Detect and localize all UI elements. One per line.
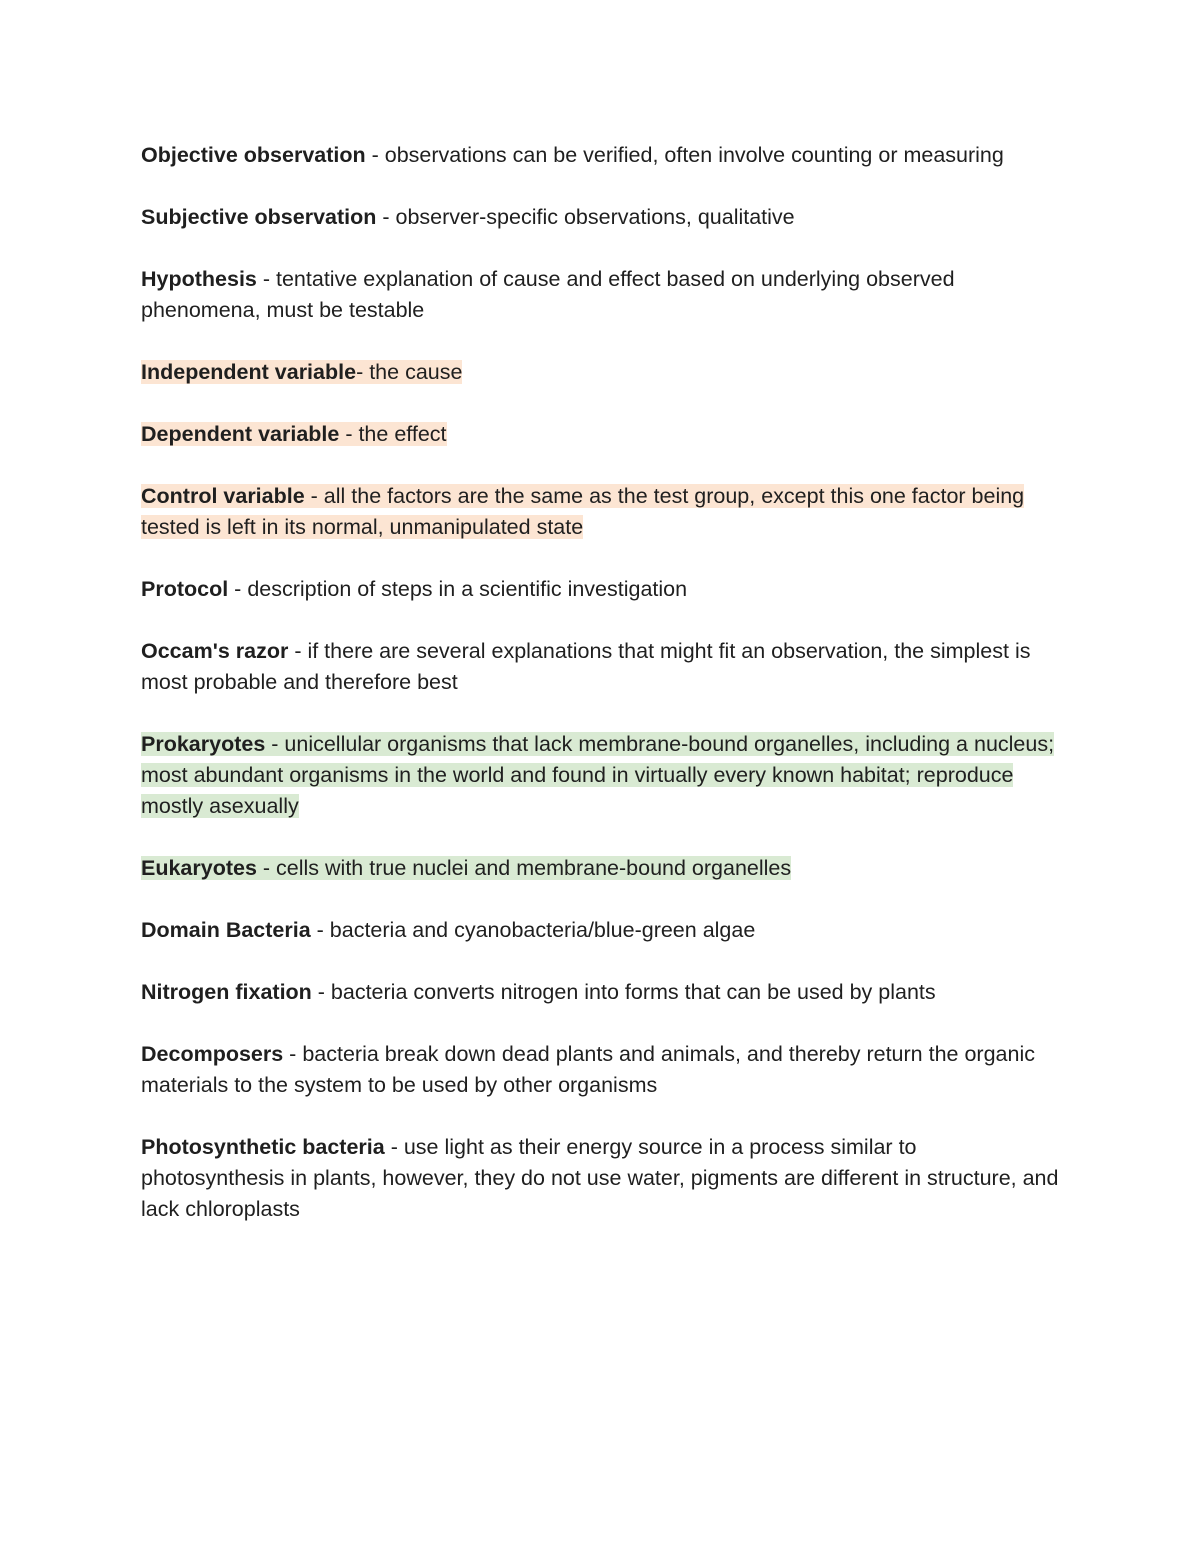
- entry-separator: -: [304, 484, 324, 508]
- entry-separator: -: [310, 918, 330, 942]
- entry-definition: tentative explanation of cause and effect based on underlying observed phenomena, must be testable: [141, 267, 955, 322]
- glossary-entry-subjective-observation: [141, 202, 1061, 233]
- entry-definition: bacteria converts nitrogen into forms that can be used by plants: [330, 980, 936, 1004]
- entry-separator: -: [376, 205, 396, 229]
- entry-term: Prokaryotes: [141, 732, 266, 756]
- entry-definition: bacteria break down dead plants and animals, and thereby return the organic materials to the system to be used by other organisms: [141, 1042, 1035, 1097]
- glossary-entry-domain-bacteria: [141, 915, 1061, 946]
- entry-separator: -: [288, 639, 308, 663]
- entry-definition: use light as their energy source in a process similar to photosynthesis in plants, however, they do not use water, pigments are different in structure, and lack chloroplasts: [141, 1135, 1059, 1221]
- entry-term: Protocol: [141, 577, 229, 601]
- entry-definition: bacteria and cyanobacteria/blue-green algae: [329, 918, 756, 942]
- glossary-entry-dependent-variable: [141, 419, 1061, 450]
- entry-term: Dependent variable: [141, 422, 340, 446]
- glossary-entry-photosynthetic-bacteria: [141, 1132, 1061, 1225]
- entry-term: Nitrogen fixation: [141, 980, 312, 1004]
- entry-definition: the cause: [369, 360, 463, 384]
- entry-term: Hypothesis: [141, 267, 257, 291]
- entry-definition: the effect: [358, 422, 447, 446]
- entry-term: Eukaryotes: [141, 856, 257, 880]
- entry-term: Subjective observation: [141, 205, 377, 229]
- glossary-entry-occams-razor: [141, 636, 1061, 698]
- entry-separator: -: [356, 360, 370, 384]
- entry-separator: -: [228, 577, 248, 601]
- entry-separator: -: [265, 732, 285, 756]
- entry-definition: observations can be verified, often involve counting or measuring: [384, 143, 1004, 167]
- entry-term: Control variable: [141, 484, 305, 508]
- entry-separator: -: [283, 1042, 303, 1066]
- glossary-entry-decomposers: [141, 1039, 1061, 1101]
- entry-definition: cells with true nuclei and membrane-bound organelles: [276, 856, 792, 880]
- glossary-entry-objective-observation: [141, 140, 1061, 171]
- entry-separator: -: [256, 856, 277, 880]
- entry-separator: -: [339, 422, 359, 446]
- entry-term: Photosynthetic bacteria: [141, 1135, 385, 1159]
- entry-separator: -: [365, 143, 385, 167]
- entry-term: Objective observation: [141, 143, 366, 167]
- glossary-entry-protocol: [141, 574, 1061, 605]
- glossary-entry-prokaryotes: [141, 729, 1061, 822]
- entry-separator: -: [311, 980, 331, 1004]
- entry-definition: observer-specific observations, qualitative: [395, 205, 795, 229]
- glossary-entry-independent-variable: [141, 357, 1061, 388]
- entry-term: Decomposers: [141, 1042, 284, 1066]
- entry-definition: description of steps in a scientific investigation: [247, 577, 688, 601]
- entry-term: Occam's razor: [141, 639, 289, 663]
- entry-definition: if there are several explanations that might fit an observation, the simplest is most probable and therefore best: [141, 639, 1031, 694]
- glossary-entry-nitrogen-fixation: [141, 977, 1061, 1008]
- entry-term: Domain Bacteria: [141, 918, 311, 942]
- entry-definition: all the factors are the same as the test group, except this one factor being tested is left in its normal, unmanipulated state: [141, 484, 1025, 539]
- glossary-entry-hypothesis: [141, 264, 1061, 326]
- glossary-list: [141, 140, 1061, 1256]
- glossary-entry-eukaryotes: [141, 853, 1061, 884]
- entry-separator: -: [384, 1135, 404, 1159]
- entry-term: Independent variable: [141, 360, 357, 384]
- entry-separator: -: [256, 267, 276, 291]
- glossary-entry-control-variable: [141, 481, 1061, 543]
- entry-definition: unicellular organisms that lack membrane-bound organelles, including a nucleus; most abundant organisms in the world and found in virtually every known habitat; reproduce mostly asexually: [141, 732, 1055, 818]
